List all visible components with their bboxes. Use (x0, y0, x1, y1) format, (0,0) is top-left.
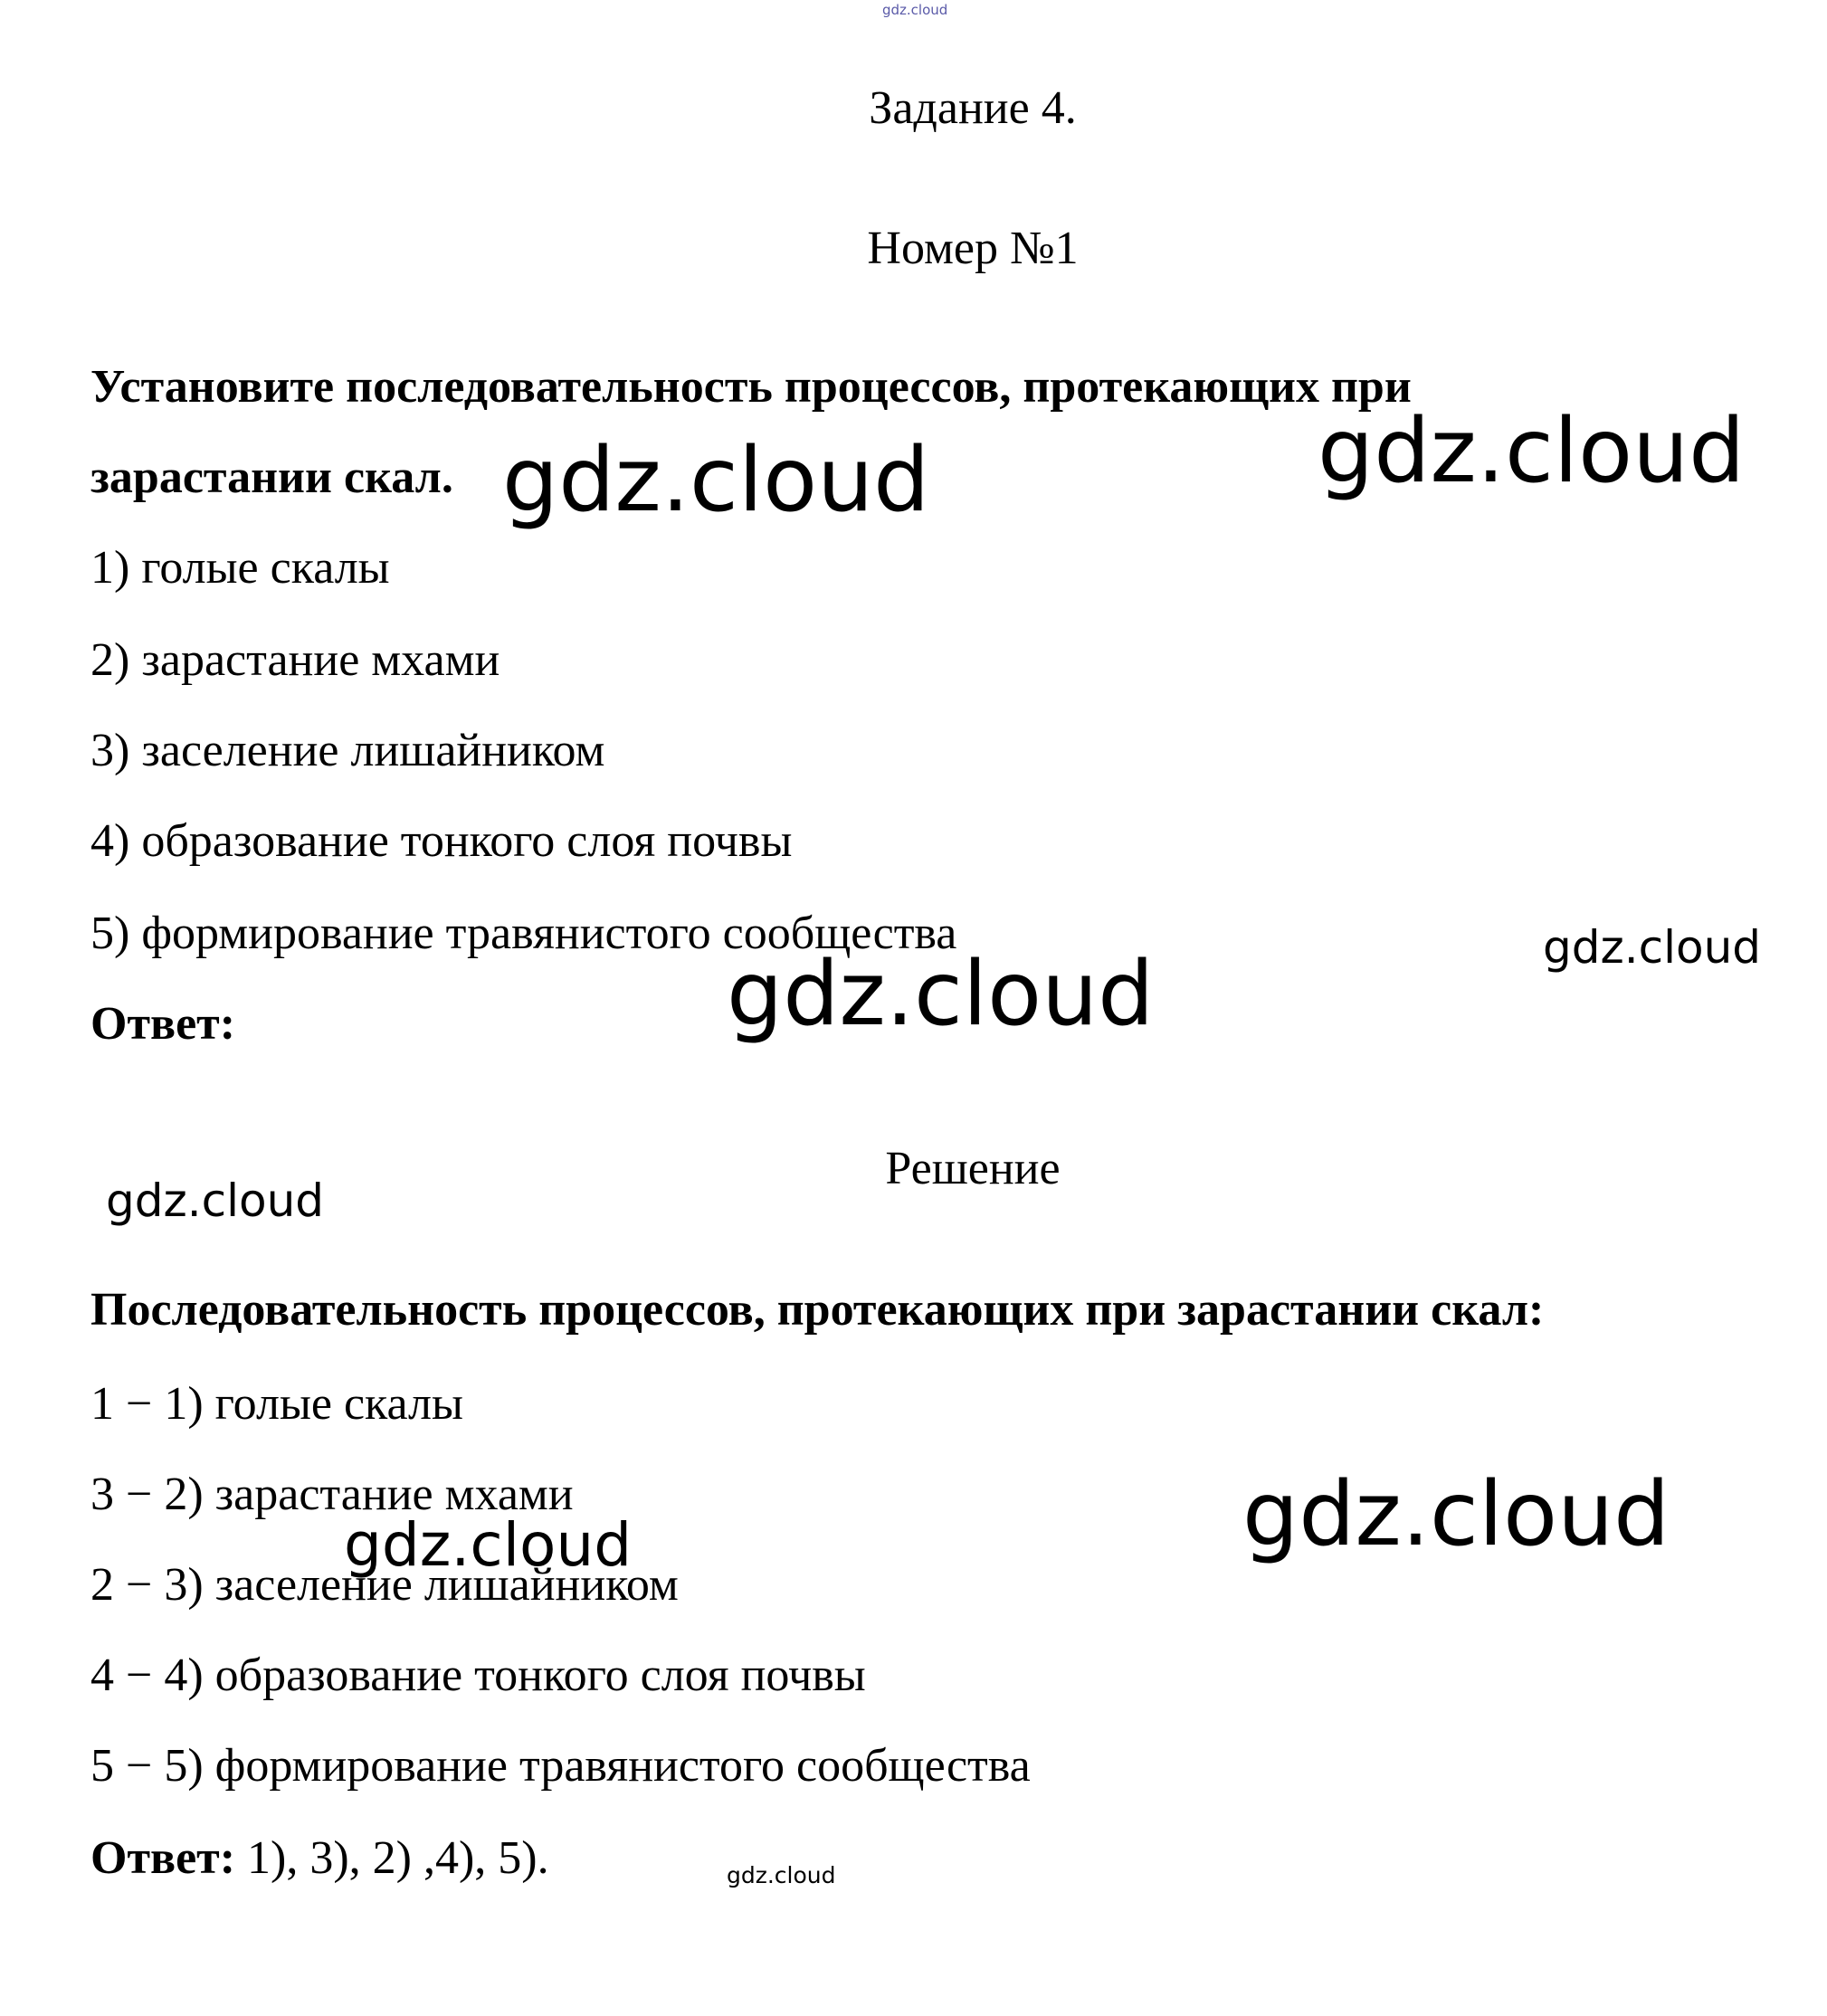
solution-answer-value: 1), 3), 2) ,4), 5). (235, 1832, 549, 1884)
solution-step-4: 4 − 4) образование тонкого слоя почвы (90, 1650, 866, 1701)
solution-step-1: 1 − 1) голые скалы (90, 1378, 463, 1430)
question-line-2: зарастании скал. (90, 452, 453, 503)
watermark-3: gdz.cloud (1543, 921, 1762, 974)
solution-step-2: 3 − 2) зарастание мхами (90, 1469, 574, 1520)
option-5: 5) формирование травянистого сообщества (90, 908, 957, 959)
watermark-5: gdz.cloud (106, 1174, 325, 1227)
watermark-6: gdz.cloud (1242, 1463, 1670, 1566)
question-answer-label: Ответ: (90, 998, 236, 1050)
option-3: 3) заселение лишайником (90, 725, 605, 776)
solution-answer-label: Ответ: (90, 1832, 236, 1884)
solution-step-5: 5 − 5) формирование травянистого сообщества (90, 1740, 1031, 1792)
number-title: Номер №1 (867, 223, 1079, 274)
watermark-2: gdz.cloud (1318, 400, 1746, 503)
solution-answer (90, 1831, 549, 1886)
option-1: 1) голые скалы (90, 542, 390, 594)
watermark-1: gdz.cloud (502, 429, 930, 532)
watermark-top: gdz.cloud (882, 2, 948, 18)
task-title: Задание 4. (869, 82, 1077, 134)
solution-step-3: 2 − 3) заселение лишайником (90, 1559, 679, 1611)
watermark-7: gdz.cloud (344, 1510, 633, 1580)
solution-title: Решение (885, 1143, 1061, 1194)
solution-heading: Последовательность процессов, протекающих при зарастании скал: (90, 1284, 1545, 1336)
watermark-4: gdz.cloud (727, 943, 1155, 1046)
question-line-1: Установите последовательность процессов, протекающих при (90, 361, 1412, 413)
watermark-8: gdz.cloud (727, 1862, 836, 1888)
option-4: 4) образование тонкого слоя почвы (90, 815, 793, 867)
option-2: 2) зарастание мхами (90, 634, 500, 686)
